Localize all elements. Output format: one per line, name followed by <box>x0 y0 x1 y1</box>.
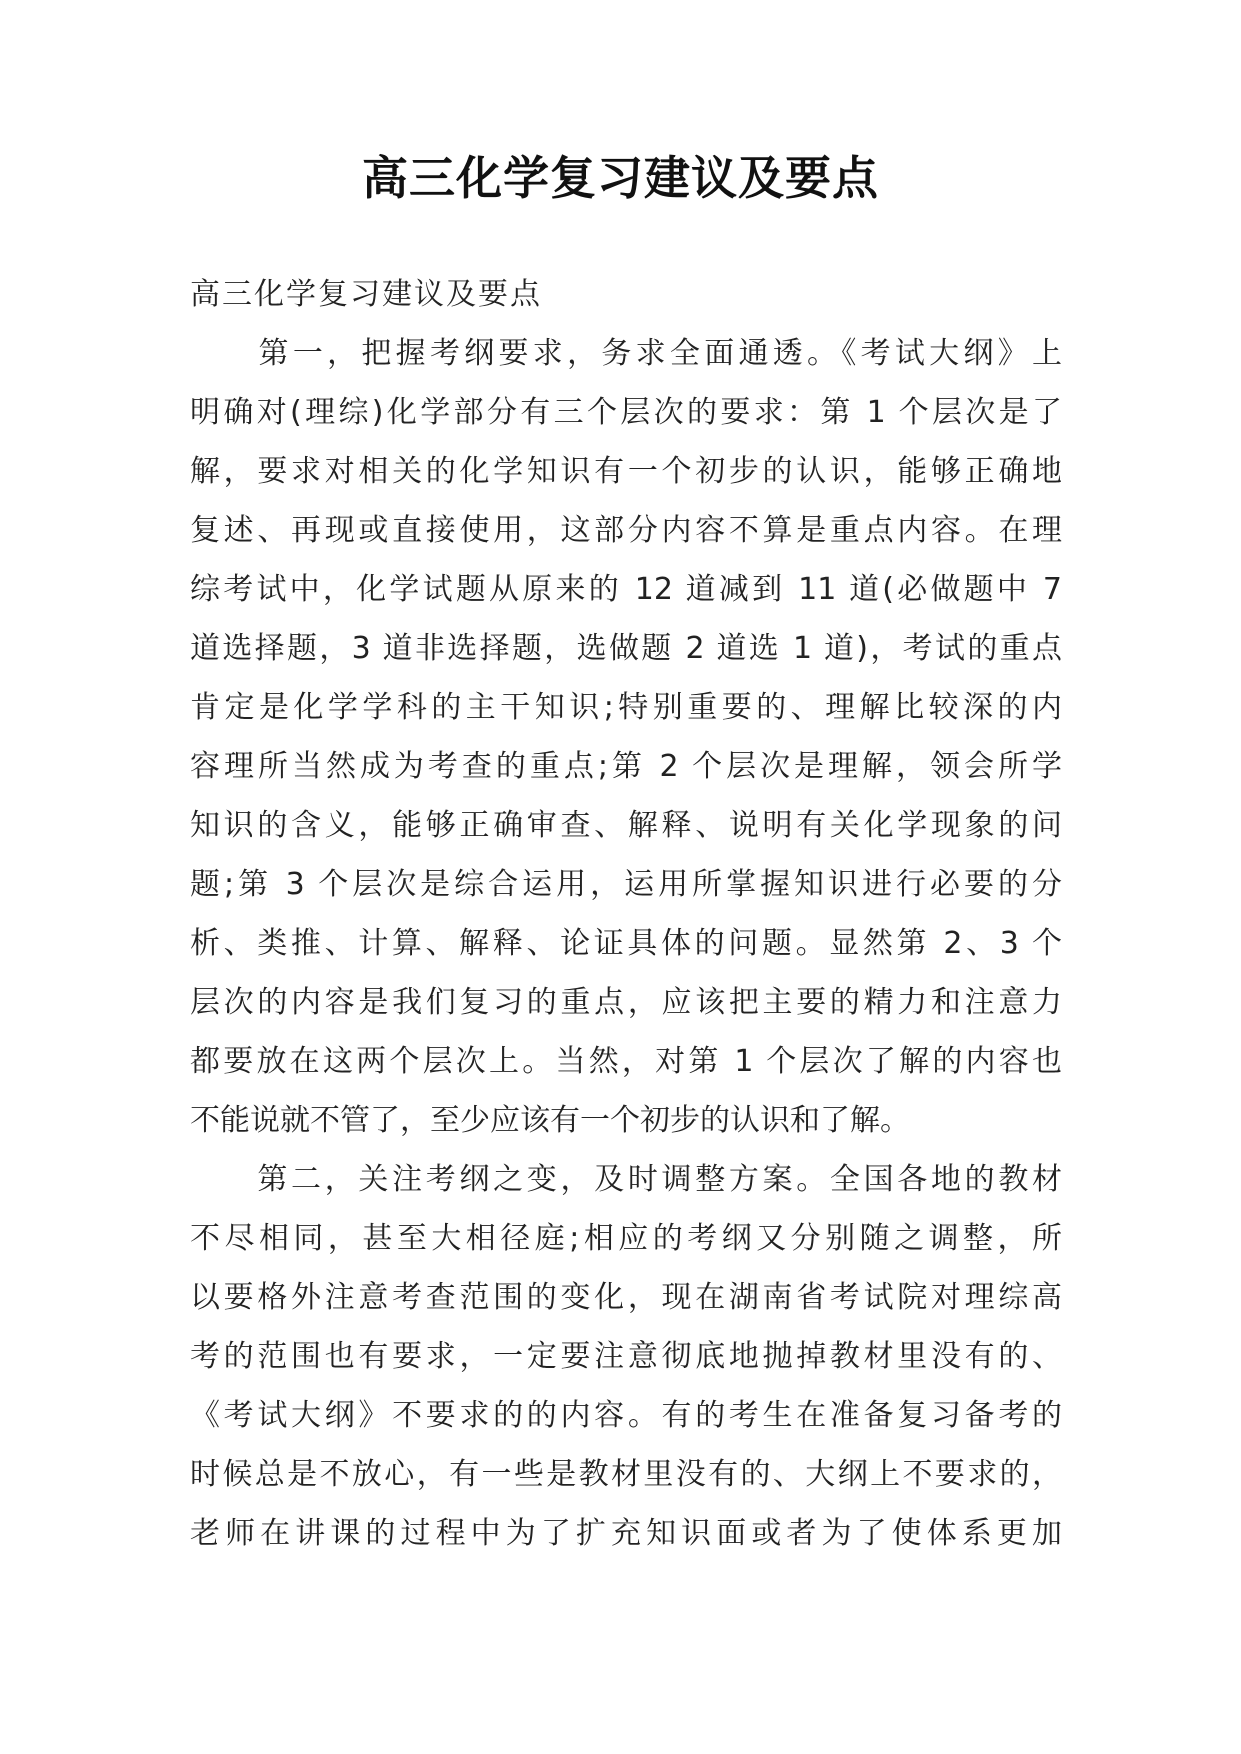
paragraph-1 <box>190 324 1062 1150</box>
text-line: 肯定是化学学科的主干知识;特别重要的、理解比较深的内 <box>190 690 1062 725</box>
text-line: 复述、再现或直接使用，这部分内容不算是重点内容。在理 <box>190 513 1062 548</box>
text-line: 都要放在这两个层次上。当然，对第 1 个层次了解的内容也 <box>190 1044 1062 1079</box>
document-title: 高三化学复习建议及要点 <box>362 151 879 205</box>
text-line: 第二，关注考纲之变，及时调整方案。全国各地的教材 <box>190 1162 1062 1197</box>
document-subtitle: 高三化学复习建议及要点 <box>190 277 542 312</box>
text-line: 题;第 3 个层次是综合运用，运用所掌握知识进行必要的分 <box>190 867 1062 902</box>
text-line: 综考试中，化学试题从原来的 12 道减到 11 道(必做题中 7 <box>190 572 1062 607</box>
paragraph-2 <box>190 1150 1062 1563</box>
text-line: 析、类推、计算、解释、论证具体的问题。显然第 2、3 个 <box>190 926 1062 961</box>
text-line: 时候总是不放心，有一些是教材里没有的、大纲上不要求的， <box>190 1457 1062 1492</box>
text-line: 不尽相同，甚至大相径庭;相应的考纲又分别随之调整，所 <box>190 1221 1062 1256</box>
text-line: 以要格外注意考查范围的变化，现在湖南省考试院对理综高 <box>190 1280 1062 1315</box>
text-line: 解，要求对相关的化学知识有一个初步的认识，能够正确地 <box>190 454 1062 489</box>
text-line: 层次的内容是我们复习的重点，应该把主要的精力和注意力 <box>190 985 1062 1020</box>
text-line: 道选择题，3 道非选择题，选做题 2 道选 1 道)，考试的重点 <box>190 631 1062 666</box>
text-line: 老师在讲课的过程中为了扩充知识面或者为了使体系更加 <box>190 1516 1062 1551</box>
text-line: 《考试大纲》不要求的的内容。有的考生在准备复习备考的 <box>190 1398 1062 1433</box>
text-line: 不能说就不管了，至少应该有一个初步的认识和了解。 <box>190 1103 910 1138</box>
text-line: 知识的含义，能够正确审查、解释、说明有关化学现象的问 <box>190 808 1062 843</box>
text-line: 考的范围也有要求，一定要注意彻底地抛掉教材里没有的、 <box>190 1339 1062 1374</box>
text-line: 第一，把握考纲要求，务求全面通透。《考试大纲》上 <box>190 336 1062 371</box>
document-body <box>190 265 1062 1563</box>
text-line: 容理所当然成为考查的重点;第 2 个层次是理解，领会所学 <box>190 749 1062 784</box>
text-line: 明确对(理综)化学部分有三个层次的要求：第 1 个层次是了 <box>190 395 1062 430</box>
